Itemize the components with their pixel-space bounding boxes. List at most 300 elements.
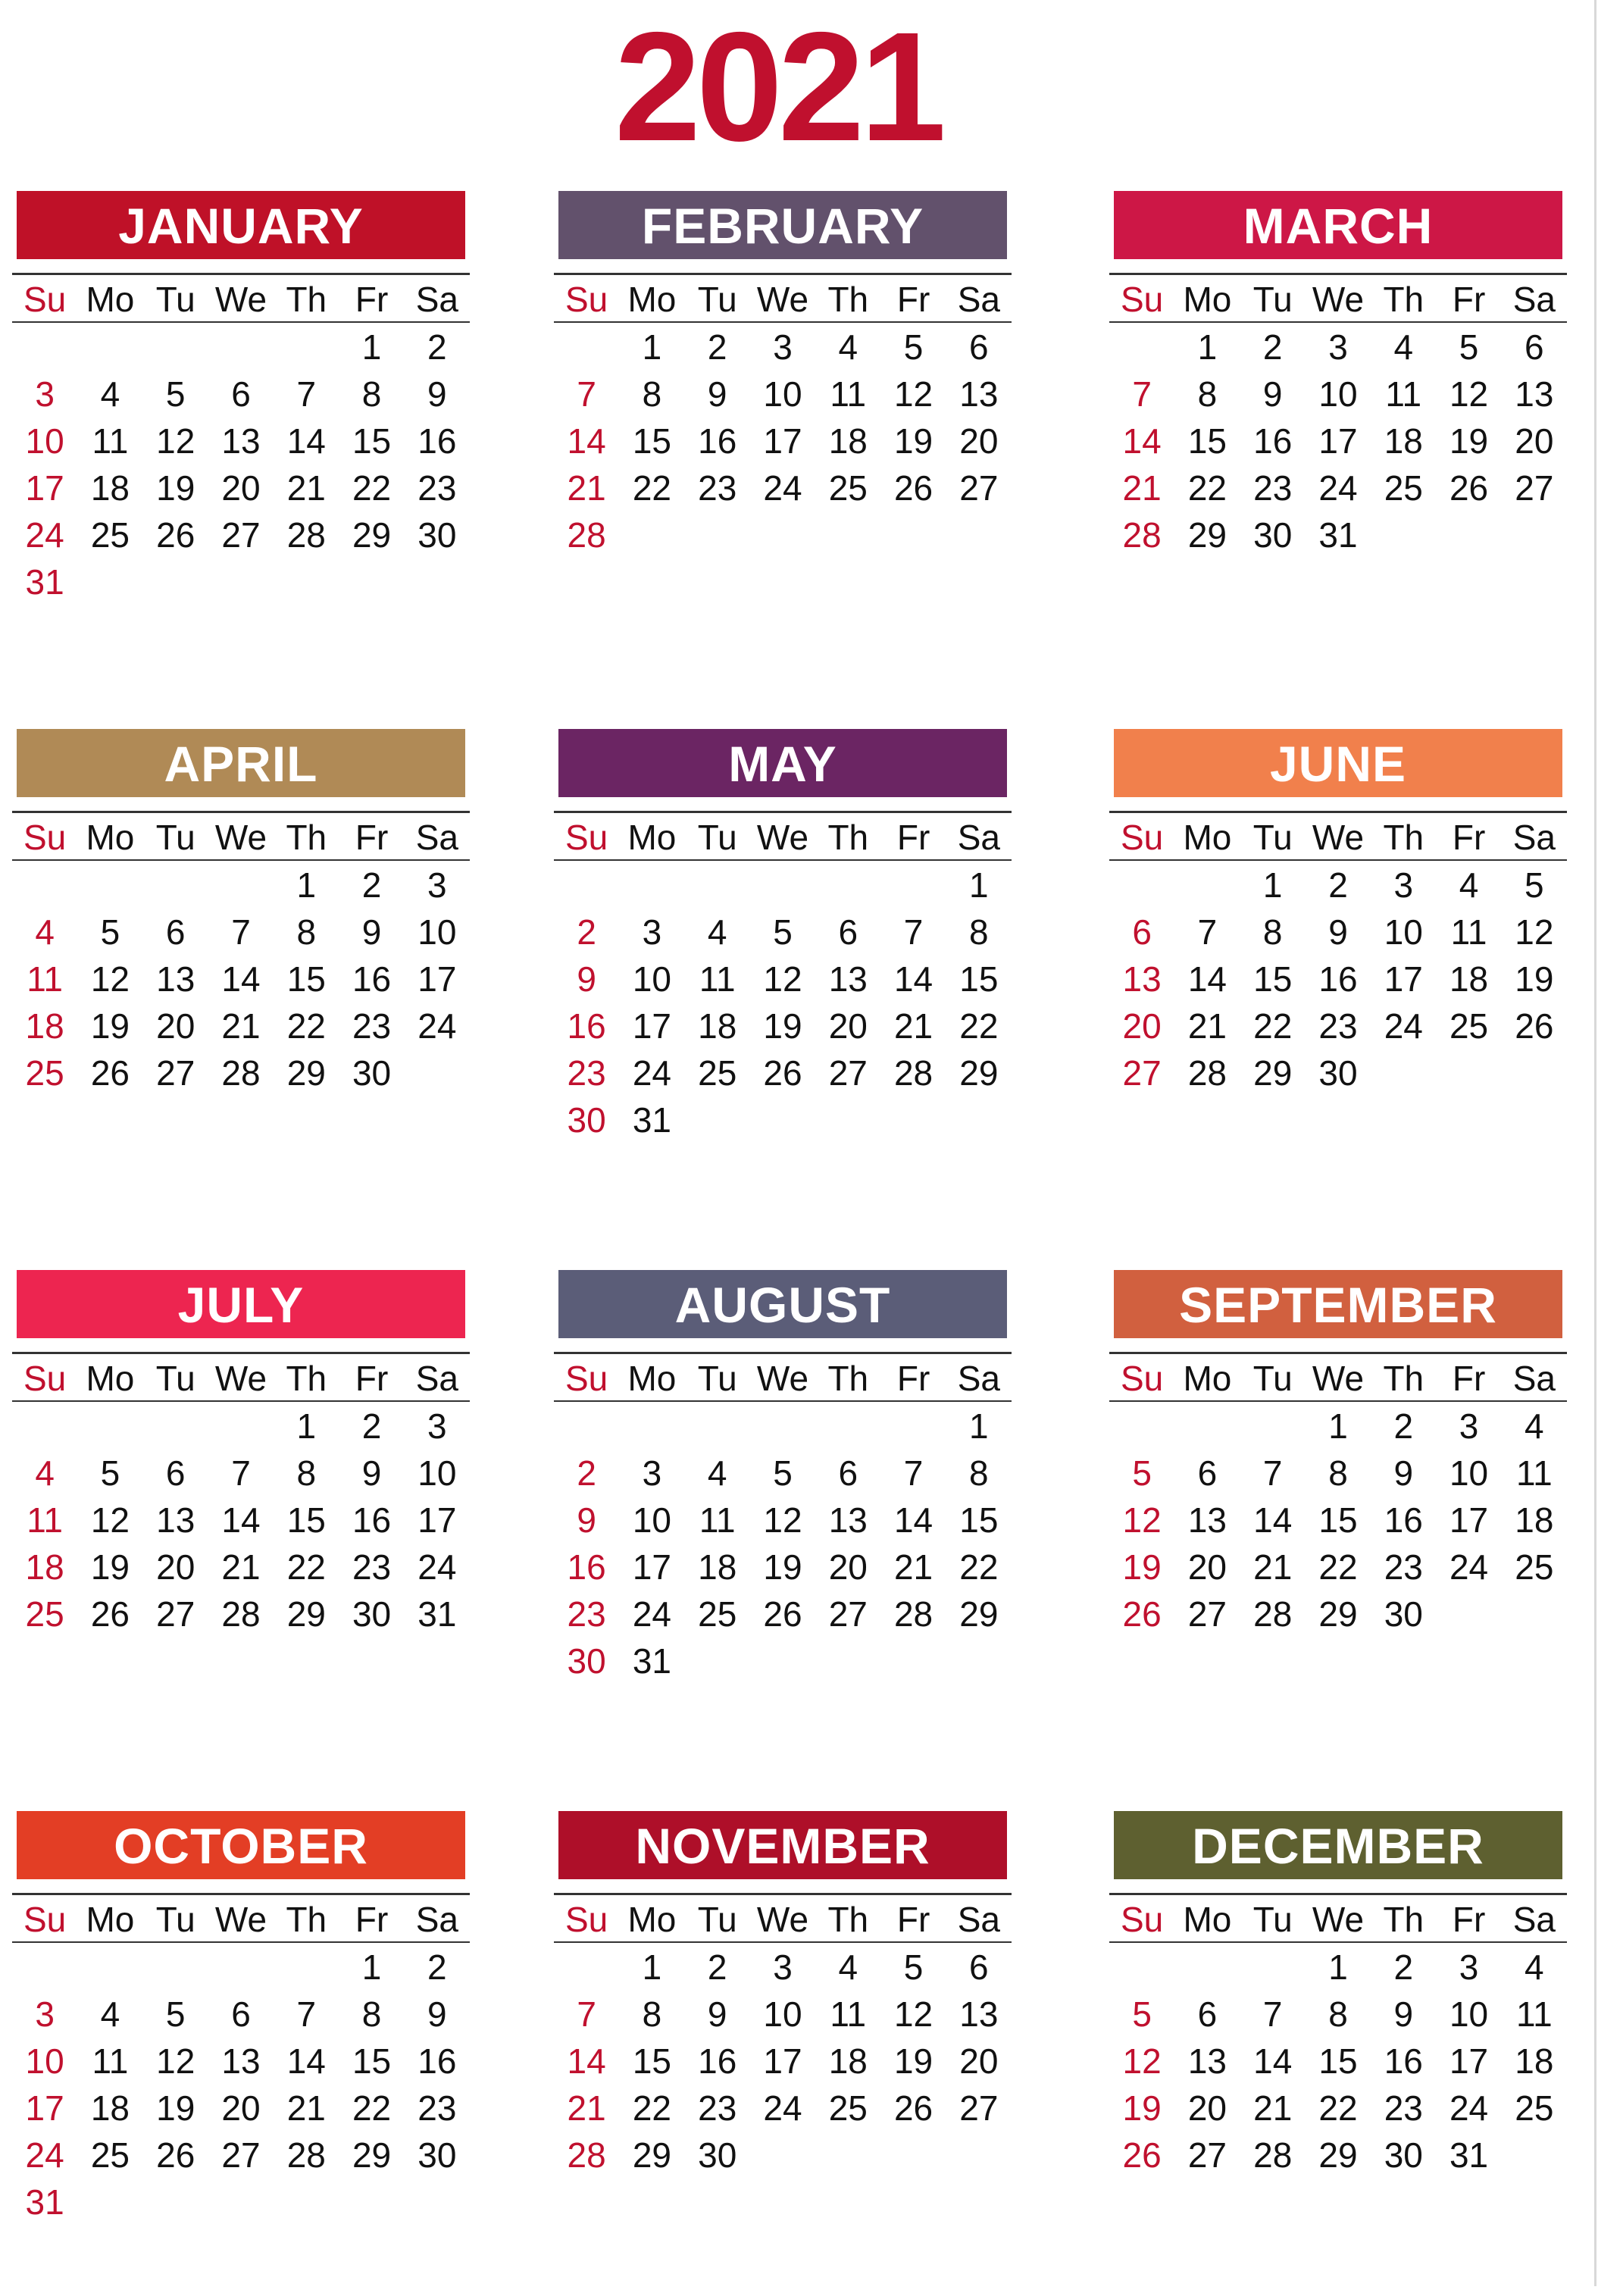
day-cell: 11	[92, 2041, 129, 2081]
weekday-header-row	[554, 275, 1012, 323]
empty-cell	[143, 1402, 208, 1450]
day-cell: 14	[1122, 421, 1162, 461]
month-grid-december	[1109, 1893, 1567, 2178]
day-cell: 16	[417, 2041, 457, 2081]
weekday-header-row	[554, 1354, 1012, 1402]
weekday-header-we: We	[756, 1359, 809, 1398]
day-cell: 6	[969, 1947, 989, 1987]
weekday-header-we: We	[756, 1900, 809, 1939]
day-cell: 7	[231, 912, 251, 952]
weekday-header-su: Su	[565, 280, 608, 319]
weekday-header-th: Th	[286, 1359, 327, 1398]
day-cell: 28	[286, 2135, 326, 2175]
day-cell: 2	[707, 1947, 727, 1987]
day-cell: 8	[1197, 374, 1218, 414]
day-cell: 1	[642, 1947, 662, 1987]
day-cell: 22	[959, 1547, 999, 1587]
day-cell: 16	[1253, 421, 1293, 461]
day-cell: 21	[567, 468, 606, 508]
weekday-header-fr: Fr	[355, 818, 389, 857]
empty-cell	[880, 1096, 946, 1144]
week-row	[1109, 955, 1567, 1002]
day-cell: 1	[642, 327, 662, 367]
day-cell: 5	[773, 1453, 793, 1493]
empty-cell	[619, 1402, 684, 1450]
weekday-header-row	[1109, 1895, 1567, 1943]
day-cell: 2	[427, 327, 447, 367]
weekday-header-sa: Sa	[415, 818, 458, 857]
week-row	[554, 2084, 1012, 2131]
month-grid-august	[554, 1352, 1012, 1684]
weekday-header-we: We	[756, 818, 809, 857]
day-cell: 6	[1525, 327, 1544, 367]
week-row	[1109, 861, 1567, 908]
weekday-header-sa: Sa	[1512, 1359, 1556, 1398]
day-cell: 3	[427, 865, 447, 905]
month-august	[558, 1270, 1007, 1755]
weekday-header-tu: Tu	[155, 818, 195, 857]
empty-cell	[946, 2131, 1012, 2179]
month-grid-september	[1109, 1352, 1567, 1637]
empty-cell	[274, 558, 339, 606]
empty-cell	[1502, 1590, 1567, 1638]
weekday-header-row	[12, 813, 470, 861]
day-cell: 12	[763, 959, 802, 999]
day-cell: 10	[25, 2041, 64, 2081]
day-cell: 25	[1384, 468, 1423, 508]
day-cell: 9	[1393, 1453, 1414, 1493]
weekday-header-row	[554, 1895, 1012, 1943]
weekday-header-su: Su	[565, 818, 608, 857]
empty-cell	[554, 861, 619, 909]
day-cell: 2	[427, 1947, 447, 1987]
day-cell: 2	[1393, 1947, 1414, 1987]
day-cell: 27	[1122, 1053, 1162, 1093]
empty-cell	[405, 558, 470, 606]
empty-cell	[946, 1096, 1012, 1144]
day-cell: 1	[1328, 1947, 1348, 1987]
week-row	[12, 1943, 470, 1990]
day-cell: 5	[100, 1453, 120, 1493]
week-row	[1109, 370, 1567, 417]
day-cell: 17	[1449, 2041, 1489, 2081]
empty-cell	[1371, 511, 1436, 559]
day-cell: 5	[100, 912, 120, 952]
day-cell: 30	[352, 1594, 392, 1634]
month-grid-october	[12, 1893, 470, 2225]
day-cell: 28	[1187, 1053, 1227, 1093]
day-cell: 6	[165, 912, 186, 952]
week-row	[554, 1049, 1012, 1096]
day-cell: 14	[893, 1500, 933, 1540]
day-cell: 6	[1197, 1453, 1218, 1493]
day-cell: 22	[286, 1547, 326, 1587]
day-cell: 6	[1132, 912, 1152, 952]
month-banner-july: JULY	[17, 1270, 465, 1338]
day-cell: 31	[632, 1641, 671, 1681]
day-cell: 30	[1384, 1594, 1423, 1634]
day-cell: 4	[838, 1947, 858, 1987]
weekday-header-fr: Fr	[1452, 280, 1486, 319]
month-march	[1114, 191, 1562, 676]
empty-cell	[208, 861, 274, 909]
day-cell: 6	[231, 1994, 251, 2034]
day-cell: 26	[1122, 2135, 1162, 2175]
empty-cell	[946, 511, 1012, 559]
day-cell: 23	[352, 1006, 392, 1046]
day-cell: 27	[156, 1594, 195, 1634]
day-cell: 8	[296, 1453, 317, 1493]
day-cell: 21	[1253, 2088, 1293, 2128]
week-row	[554, 1449, 1012, 1496]
day-cell: 7	[296, 374, 317, 414]
day-cell: 18	[25, 1006, 64, 1046]
day-cell: 5	[1525, 865, 1544, 905]
empty-cell	[1436, 511, 1501, 559]
month-october	[17, 1811, 465, 2296]
weekday-header-fr: Fr	[1452, 818, 1486, 857]
day-cell: 18	[698, 1547, 737, 1587]
day-cell: 15	[632, 2041, 671, 2081]
day-cell: 22	[1187, 468, 1227, 508]
week-row	[554, 1496, 1012, 1543]
empty-cell	[815, 1637, 880, 1685]
day-cell: 10	[632, 959, 671, 999]
day-cell: 25	[90, 515, 130, 555]
empty-cell	[1240, 1402, 1306, 1450]
day-cell: 8	[296, 912, 317, 952]
day-cell: 4	[100, 374, 120, 414]
weekday-header-tu: Tu	[1252, 818, 1293, 857]
day-cell: 3	[773, 327, 793, 367]
empty-cell	[1109, 861, 1174, 909]
week-row	[12, 1543, 470, 1590]
day-cell: 4	[100, 1994, 120, 2034]
day-cell: 21	[567, 2088, 606, 2128]
weekday-header-tu: Tu	[155, 1900, 195, 1939]
day-cell: 8	[1262, 912, 1283, 952]
day-cell: 17	[25, 2088, 64, 2128]
day-cell: 22	[632, 468, 671, 508]
day-cell: 4	[1459, 865, 1479, 905]
weekday-header-tu: Tu	[697, 1359, 737, 1398]
empty-cell	[12, 1943, 77, 1991]
weekday-header-we: We	[214, 818, 267, 857]
day-cell: 8	[1328, 1453, 1348, 1493]
day-cell: 4	[707, 912, 727, 952]
month-february	[558, 191, 1007, 676]
day-cell: 6	[165, 1453, 186, 1493]
weekday-header-fr: Fr	[896, 280, 930, 319]
weekday-header-tu: Tu	[697, 1900, 737, 1939]
day-cell: 18	[1449, 959, 1489, 999]
weekday-header-mo: Mo	[1183, 280, 1232, 319]
weekday-header-th: Th	[827, 818, 869, 857]
empty-cell	[880, 511, 946, 559]
day-cell: 30	[698, 2135, 737, 2175]
day-cell: 17	[417, 1500, 457, 1540]
day-cell: 24	[763, 468, 802, 508]
day-cell: 19	[893, 2041, 933, 2081]
weekday-header-tu: Tu	[697, 818, 737, 857]
day-cell: 24	[25, 2135, 64, 2175]
day-cell: 12	[1122, 1500, 1162, 1540]
day-cell: 9	[707, 374, 727, 414]
empty-cell	[750, 2131, 815, 2179]
day-cell: 16	[1384, 2041, 1423, 2081]
day-cell: 1	[296, 1406, 317, 1446]
day-cell: 14	[567, 421, 606, 461]
day-cell: 20	[221, 2088, 261, 2128]
day-cell: 25	[828, 2088, 868, 2128]
month-grid-may	[554, 811, 1012, 1143]
day-cell: 31	[25, 2182, 64, 2222]
day-cell: 19	[1449, 421, 1489, 461]
day-cell: 3	[642, 1453, 662, 1493]
day-cell: 3	[35, 1994, 55, 2034]
week-row	[554, 2131, 1012, 2178]
weekday-header-mo: Mo	[627, 818, 677, 857]
day-cell: 25	[90, 2135, 130, 2175]
day-cell: 23	[1253, 468, 1293, 508]
empty-cell	[815, 861, 880, 909]
empty-cell	[339, 2178, 404, 2226]
day-cell: 11	[1385, 374, 1422, 414]
weekday-header-th: Th	[286, 818, 327, 857]
day-cell: 20	[959, 2041, 999, 2081]
day-cell: 26	[90, 1594, 130, 1634]
empty-cell	[750, 1096, 815, 1144]
day-cell: 13	[221, 421, 261, 461]
day-cell: 29	[632, 2135, 671, 2175]
week-row	[1109, 417, 1567, 464]
empty-cell	[143, 861, 208, 909]
weekday-header-fr: Fr	[355, 1359, 389, 1398]
empty-cell	[554, 1943, 619, 1991]
weekday-header-sa: Sa	[1512, 280, 1556, 319]
day-cell: 19	[1515, 959, 1554, 999]
empty-cell	[1109, 323, 1174, 371]
empty-cell	[1174, 861, 1240, 909]
day-cell: 28	[567, 2135, 606, 2175]
day-cell: 26	[763, 1594, 802, 1634]
day-cell: 10	[417, 1453, 457, 1493]
day-cell: 12	[893, 1994, 933, 2034]
day-cell: 19	[156, 468, 195, 508]
day-cell: 21	[221, 1006, 261, 1046]
day-cell: 15	[1187, 421, 1227, 461]
month-grid-january	[12, 273, 470, 605]
day-cell: 10	[1449, 1453, 1489, 1493]
week-row	[12, 2131, 470, 2178]
day-cell: 30	[567, 1100, 606, 1140]
day-cell: 27	[959, 468, 999, 508]
day-cell: 9	[361, 1453, 382, 1493]
day-cell: 14	[286, 421, 326, 461]
day-cell: 25	[25, 1053, 64, 1093]
day-cell: 15	[959, 1500, 999, 1540]
day-cell: 22	[1318, 1547, 1358, 1587]
weekday-header-row	[12, 1354, 470, 1402]
day-cell: 24	[1318, 468, 1358, 508]
day-cell: 11	[830, 374, 867, 414]
day-cell: 31	[25, 562, 64, 602]
day-cell: 29	[1318, 1594, 1358, 1634]
day-cell: 2	[361, 1406, 382, 1446]
day-cell: 20	[1122, 1006, 1162, 1046]
day-cell: 4	[838, 327, 858, 367]
weekday-header-mo: Mo	[1183, 1359, 1232, 1398]
day-cell: 14	[286, 2041, 326, 2081]
day-cell: 16	[1384, 1500, 1423, 1540]
weekday-header-su: Su	[1121, 1900, 1164, 1939]
day-cell: 10	[763, 1994, 802, 2034]
empty-cell	[1109, 1943, 1174, 1991]
empty-cell	[815, 511, 880, 559]
day-cell: 24	[1449, 2088, 1489, 2128]
day-cell: 2	[707, 327, 727, 367]
week-row	[12, 1049, 470, 1096]
day-cell: 15	[1318, 2041, 1358, 2081]
month-banner-january: JANUARY	[17, 191, 465, 259]
day-cell: 18	[698, 1006, 737, 1046]
empty-cell	[750, 511, 815, 559]
day-cell: 16	[698, 2041, 737, 2081]
week-row	[1109, 2084, 1567, 2131]
day-cell: 24	[417, 1006, 457, 1046]
week-row	[1109, 511, 1567, 558]
day-cell: 2	[577, 1453, 596, 1493]
day-cell: 22	[352, 468, 392, 508]
day-cell: 21	[1122, 468, 1162, 508]
day-cell: 13	[1122, 959, 1162, 999]
day-cell: 15	[286, 959, 326, 999]
empty-cell	[1371, 1049, 1436, 1097]
day-cell: 29	[1187, 515, 1227, 555]
empty-cell	[685, 861, 750, 909]
month-banner-february: FEBRUARY	[558, 191, 1007, 259]
month-april	[17, 729, 465, 1214]
day-cell: 10	[1384, 912, 1423, 952]
day-cell: 19	[90, 1547, 130, 1587]
weekday-header-sa: Sa	[415, 1900, 458, 1939]
day-cell: 17	[25, 468, 64, 508]
weekday-header-sa: Sa	[415, 280, 458, 319]
day-cell: 14	[1253, 2041, 1293, 2081]
weekday-header-th: Th	[286, 1900, 327, 1939]
day-cell: 5	[1132, 1453, 1152, 1493]
empty-cell	[77, 558, 142, 606]
day-cell: 29	[286, 1594, 326, 1634]
week-row	[1109, 1002, 1567, 1049]
month-banner-march: MARCH	[1114, 191, 1562, 259]
day-cell: 15	[352, 421, 392, 461]
week-row	[554, 1543, 1012, 1590]
weekday-header-we: We	[214, 280, 267, 319]
day-cell: 20	[156, 1006, 195, 1046]
day-cell: 12	[763, 1500, 802, 1540]
empty-cell	[12, 323, 77, 371]
day-cell: 18	[90, 468, 130, 508]
day-cell: 19	[1122, 1547, 1162, 1587]
empty-cell	[12, 1402, 77, 1450]
day-cell: 24	[25, 515, 64, 555]
day-cell: 10	[1449, 1994, 1489, 2034]
day-cell: 15	[1253, 959, 1293, 999]
day-cell: 2	[1328, 865, 1348, 905]
month-banner-december: DECEMBER	[1114, 1811, 1562, 1879]
day-cell: 18	[828, 421, 868, 461]
day-cell: 27	[156, 1053, 195, 1093]
day-cell: 26	[90, 1053, 130, 1093]
day-cell: 6	[838, 1453, 858, 1493]
weekday-header-fr: Fr	[355, 280, 389, 319]
month-grid-july	[12, 1352, 470, 1637]
day-cell: 29	[959, 1053, 999, 1093]
day-cell: 20	[828, 1006, 868, 1046]
weekday-header-mo: Mo	[1183, 818, 1232, 857]
day-cell: 7	[903, 912, 924, 952]
day-cell: 23	[1318, 1006, 1358, 1046]
day-cell: 30	[417, 2135, 457, 2175]
day-cell: 23	[698, 2088, 737, 2128]
day-cell: 16	[352, 959, 392, 999]
day-cell: 21	[1187, 1006, 1227, 1046]
empty-cell	[143, 2178, 208, 2226]
day-cell: 21	[893, 1006, 933, 1046]
day-cell: 14	[1253, 1500, 1293, 1540]
empty-cell	[208, 323, 274, 371]
week-row	[1109, 1990, 1567, 2037]
weekday-header-mo: Mo	[86, 1900, 135, 1939]
day-cell: 7	[1197, 912, 1218, 952]
week-row	[1109, 464, 1567, 511]
weekday-header-sa: Sa	[957, 1900, 1000, 1939]
weekday-header-row	[1109, 813, 1567, 861]
empty-cell	[750, 1637, 815, 1685]
day-cell: 16	[352, 1500, 392, 1540]
empty-cell	[77, 1943, 142, 1991]
week-row	[554, 1637, 1012, 1684]
day-cell: 26	[156, 2135, 195, 2175]
day-cell: 28	[893, 1053, 933, 1093]
day-cell: 5	[165, 1994, 186, 2034]
day-cell: 11	[699, 959, 736, 999]
day-cell: 6	[231, 374, 251, 414]
month-banner-october: OCTOBER	[17, 1811, 465, 1879]
week-row	[554, 323, 1012, 370]
day-cell: 23	[417, 2088, 457, 2128]
day-cell: 12	[1515, 912, 1554, 952]
day-cell: 8	[361, 374, 382, 414]
empty-cell	[815, 1096, 880, 1144]
day-cell: 8	[361, 1994, 382, 2034]
day-cell: 5	[903, 1947, 924, 1987]
week-row	[554, 511, 1012, 558]
empty-cell	[143, 323, 208, 371]
day-cell: 1	[361, 1947, 382, 1987]
week-row	[554, 861, 1012, 908]
day-cell: 9	[427, 374, 447, 414]
weekday-header-we: We	[1312, 818, 1365, 857]
empty-cell	[880, 2131, 946, 2179]
day-cell: 29	[286, 1053, 326, 1093]
day-cell: 26	[893, 2088, 933, 2128]
day-cell: 25	[1515, 1547, 1554, 1587]
weekday-header-mo: Mo	[86, 280, 135, 319]
day-cell: 3	[773, 1947, 793, 1987]
day-cell: 4	[1525, 1406, 1544, 1446]
